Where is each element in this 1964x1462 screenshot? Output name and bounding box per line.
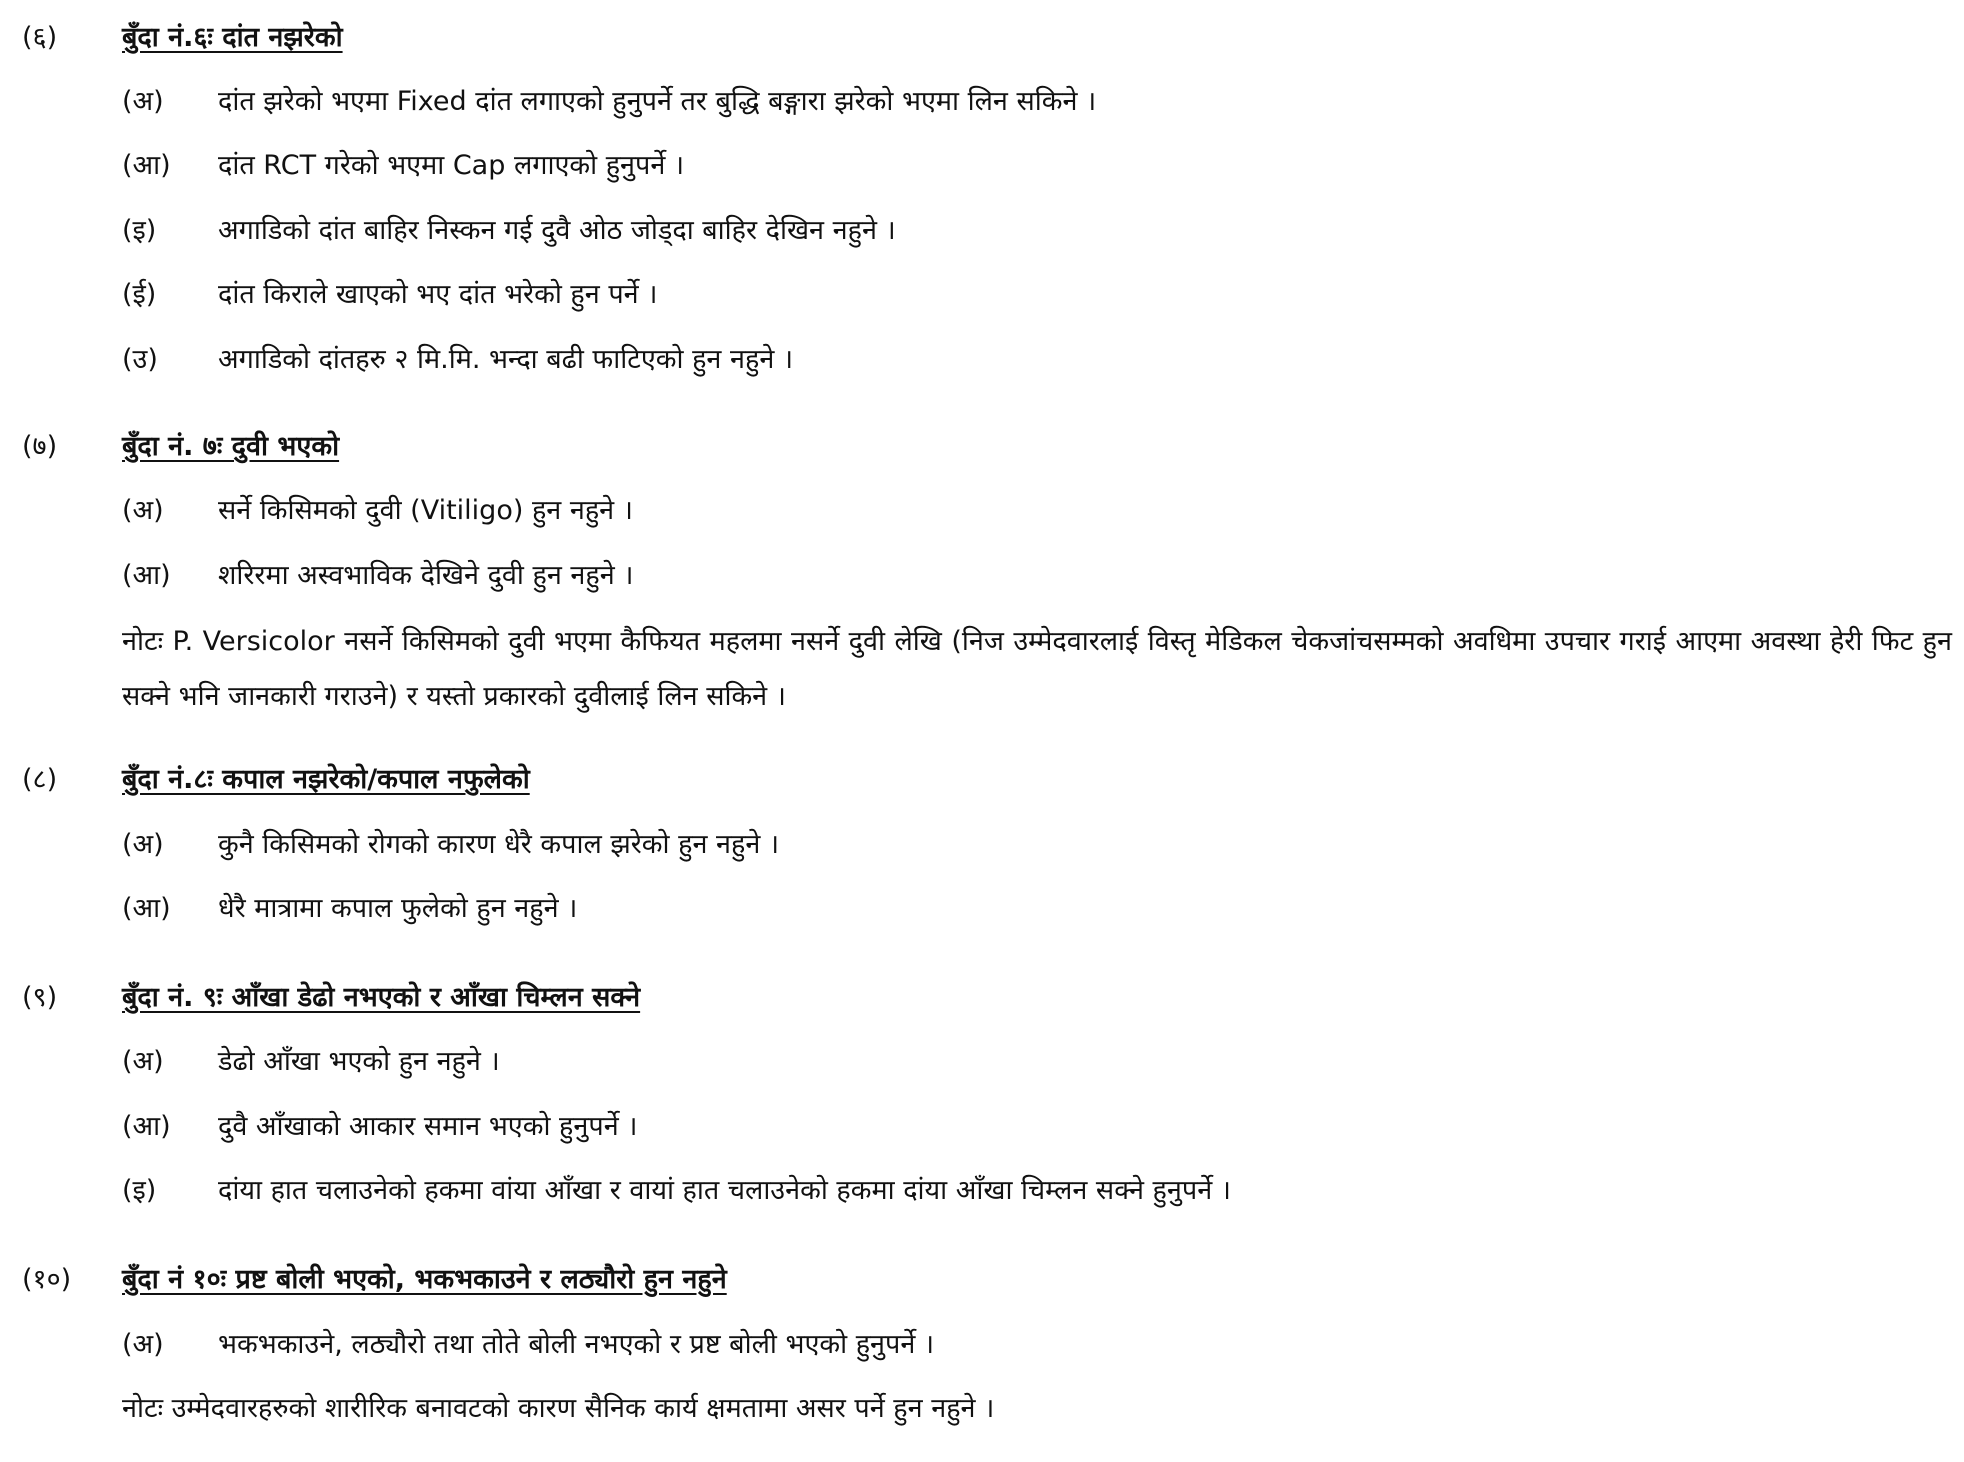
item-text: धेरै मात्रामा कपाल फुलेको हुन नहुने । — [218, 893, 578, 924]
item-text: सर्ने किसिमको दुवी (Vitiligo) हुन नहुने । — [218, 495, 633, 526]
item-text: दांया हात चलाउनेको हकमा वांया आँखा र वायां हात चलाउनेको हकमा दांया आँखा चिम्लन सक्ने हुनुपर्ने । — [218, 1175, 1232, 1206]
item-label: (इ) — [122, 1175, 157, 1206]
item-label: (अ) — [122, 495, 164, 526]
section-number: (१०) — [22, 1264, 72, 1295]
item-label: (अ) — [122, 1046, 164, 1077]
section-title: बुँदा नं.८ः कपाल नझरेको/कपाल नफुलेको — [122, 764, 530, 795]
item-label: (इ) — [122, 215, 157, 246]
section-number: (६) — [22, 22, 58, 53]
item-text: डेढो आँखा भएको हुन नहुने । — [218, 1046, 500, 1077]
item-text: शरिरमा अस्वभाविक देखिने दुवी हुन नहुने । — [218, 560, 634, 591]
item-text: कुनै किसिमको रोगको कारण धेरै कपाल झरेको हुन नहुने । — [218, 829, 780, 860]
item-text: दुवै आँखाको आकार समान भएको हुनुपर्ने । — [218, 1111, 638, 1142]
section-number: (९) — [22, 982, 58, 1013]
section-title: बुँदा नं. ९ः आँखा डेढो नभएको र आँखा चिम्लन सक्ने — [122, 982, 641, 1013]
item-label: (उ) — [122, 344, 158, 375]
item-label: (ई) — [122, 279, 157, 310]
section-number: (७) — [22, 431, 58, 462]
note-text: नोटः P. Versicolor नसर्ने किसिमको दुवी भएमा कैफियत महलमा नसर्ने दुवी लेखि (निज उम्मेदवारलाई विस्तृ मेडिकल चेकजांचसम्मको अवधिमा उपचार गराई आएमा अवस्था हेरी फिट हुन सक्ने भनि जानकारी गराउने) र यस्तो प्रकारको दुवीलाई लिन सकिने । — [122, 626, 1952, 712]
item-text: अगाडिको दांत बाहिर निस्कन गई दुवै ओठ जोड्दा बाहिर देखिन नहुने । — [218, 215, 896, 246]
section-title: बुँदा नं १०ः प्रष्ट बोली भएको, भकभकाउने र लठ्यौरो हुन नहुने — [122, 1264, 727, 1295]
item-text: दांत RCT गरेको भएमा Cap लगाएको हुनुपर्ने । — [218, 150, 685, 181]
item-text: अगाडिको दांतहरु २ मि.मि. भन्दा बढी फाटिएको हुन नहुने । — [218, 344, 794, 375]
item-label: (अ) — [122, 829, 164, 860]
item-label: (आ) — [122, 1111, 171, 1142]
item-text: भकभकाउने, लठ्यौरो तथा तोते बोली नभएको र प्रष्ट बोली भएको हुनुपर्ने । — [218, 1329, 935, 1360]
item-text: दांत किराले खाएको भए दांत भरेको हुन पर्ने । — [218, 279, 658, 310]
section-title: बुँदा नं. ७ः दुवी भएको — [122, 431, 340, 462]
item-label: (आ) — [122, 150, 171, 181]
note-text: नोटः उम्मेदवारहरुको शारीरिक बनावटको कारण सैनिक कार्य क्षमतामा असर पर्ने हुन नहुने । — [122, 1393, 995, 1424]
section-number: (८) — [22, 764, 58, 795]
item-label: (अ) — [122, 86, 164, 117]
item-label: (आ) — [122, 560, 171, 591]
item-label: (अ) — [122, 1329, 164, 1360]
section-title: बुँदा नं.६ः दांत नझरेको — [122, 22, 343, 53]
item-text: दांत झरेको भएमा Fixed दांत लगाएको हुनुपर्ने तर बुद्धि बङ्गारा झरेको भएमा लिन सकिने । — [218, 86, 1097, 117]
item-label: (आ) — [122, 893, 171, 924]
